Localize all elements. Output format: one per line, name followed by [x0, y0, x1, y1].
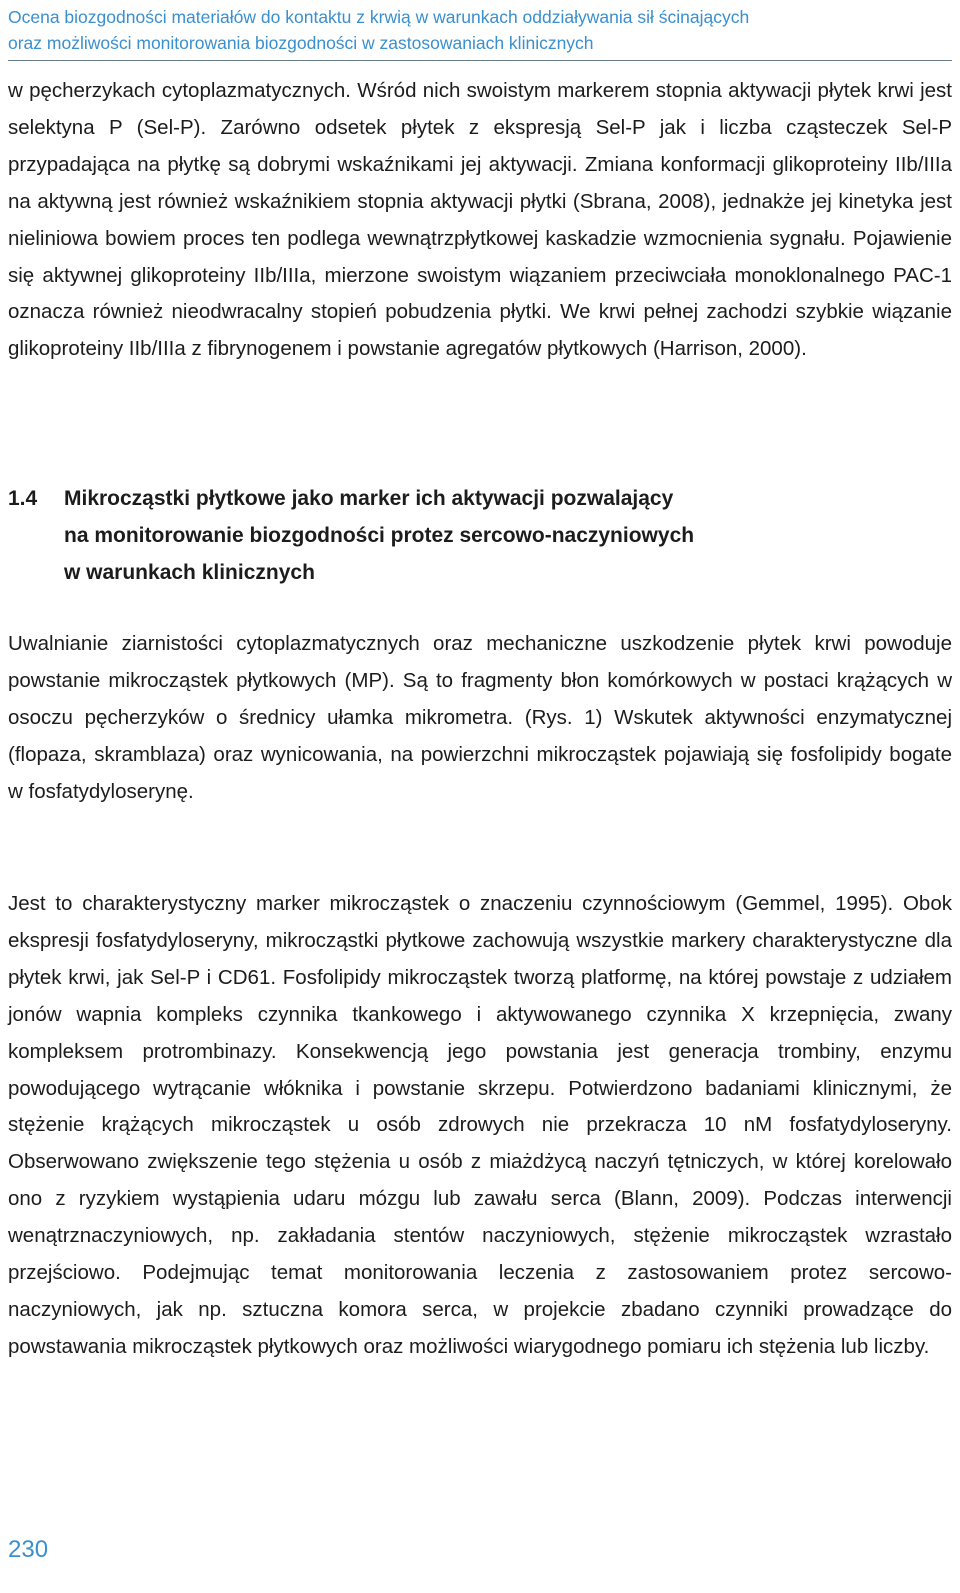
section-title: Mikrocząstki płytkowe jako marker ich aktywacji pozwalający na monitorowanie biozgodności protez sercowo-naczyniowych w warunkach klinicznych: [64, 487, 695, 584]
running-header-line-2: oraz możliwości monitorowania biozgodności w zastosowaniach klinicznych: [8, 33, 594, 53]
paragraph-platelet-activation: w pęcherzykach cytoplazmatycznych. Wśród nich swoistym markerem stopnia aktywacji płytek krwi jest selektyna P (Sel-P). Zarówno odsetek płytek z ekspresją Sel-P jak i liczba cząsteczek Sel-P przypadająca na płytkę są dobrymi wskaźnikami jej aktywacji. Zmiana konformacji glikoproteiny IIb/IIIa na aktywną jest również wskaźnikiem stopnia aktywacji płytki (Sbrana, 2008), jednakże jej kinetyka jest nieliniowa bowiem proces ten podlega wewnątrzpłytkowej kaskadzie wzmocnienia sygnału. Pojawienie się aktywnej glikoproteiny IIb/IIIa, mierzone swoistym wiązaniem przeciwciała monoklonalnego PAC-1 oznacza również nieodwracalny stopień pobudzenia płytki. We krwi pełnej zachodzi szybkie wiązanie glikoproteiny IIb/IIIa z fibrynogenem i powstanie agregatów płytkowych (Harrison, 2000).: [8, 79, 952, 361]
running-header: [8, 4, 952, 61]
paragraph-microparticles-intro: Uwalnianie ziarnistości cytoplazmatycznych oraz mechaniczne uszkodzenie płytek krwi powoduje powstanie mikrocząstek płytkowych (MP). Są to fragmenty błon komórkowych w postaci krążących w osoczu pęcherzyków o średnicy ułamka mikrometra. (Rys. 1) Wskutek aktywności enzymatycznej (flopaza, skramblaza) oraz wynicowania, na powierzchni mikrocząstek pojawiają się fosfolipidy bogate w fosfatydyloserynę.: [8, 632, 952, 803]
page-number: 230: [8, 1536, 49, 1563]
running-header-line-1: Ocena biozgodności materiałów do kontaktu z krwią w warunkach oddziaływania sił ścinających: [8, 7, 750, 27]
paragraph-microparticles-marker: Jest to charakterystyczny marker mikrocząstek o znaczeniu czynnościowym (Gemmel, 1995). Obok ekspresji fosfatydyloseryny, mikrocząstki płytkowe zachowują wszystkie markery charakterystyczne dla płytek krwi, jak Sel-P i CD61. Fosfolipidy mikrocząstek tworzą platformę, na której powstaje z udziałem jonów wapnia kompleks czynnika tkankowego i aktywowanego czynnika X krzepnięcia, zwany kompleksem protrombinazy. Konsekwencją jego powstania jest generacja trombiny, enzymu powodującego wytrącanie włóknika i powstanie skrzepu. Potwierdzono badaniami klinicznymi, że stężenie krążących mikrocząstek u osób zdrowych nie przekracza 10 nM fosfatydyloseryny. Obserwowano zwiększenie tego stężenia u osób z miażdżycą naczyń tętniczych, w której korelowało ono z ryzykiem wystąpienia udaru mózgu lub zawału serca (Blann, 2009). Podczas interwencji wenątrznaczyniowych, np. zakładania stentów naczyniowych, stężenie mikrocząstek wzrastało przejściowo. Podejmując temat monitorowania leczenia z zastosowaniem protez sercowo-naczyniowych, jak np. sztuczna komora serca, w projekcie zbadano czynniki prowadzące do powstawania mikrocząstek płytkowych oraz możliwości wiarygodnego pomiaru ich stężenia lub liczby.: [8, 892, 952, 1358]
section-heading: [8, 480, 952, 591]
section-number: 1.4: [8, 487, 38, 510]
